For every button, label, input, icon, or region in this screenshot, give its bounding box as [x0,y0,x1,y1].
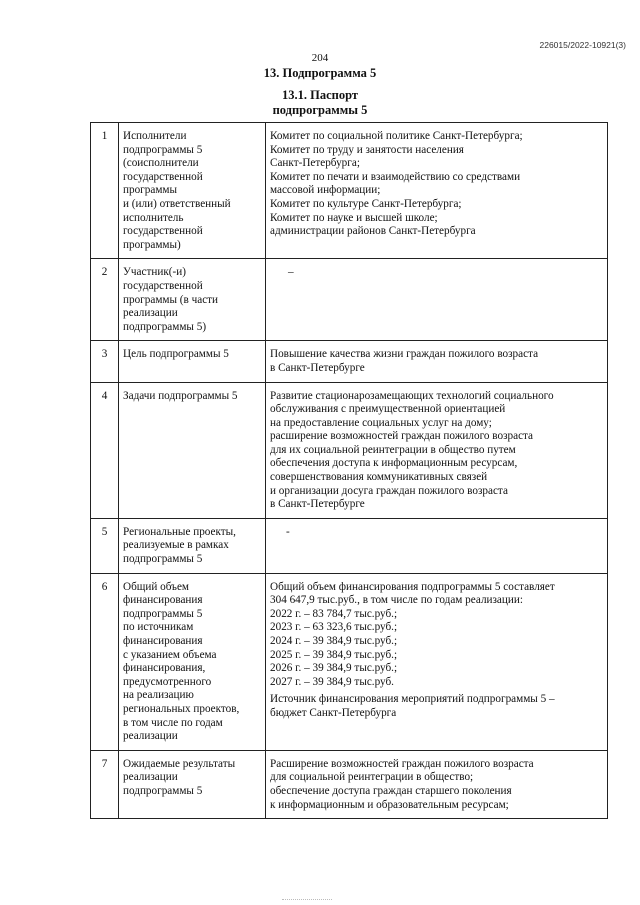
row-value [266,341,608,382]
value-line: 2026 г. – 39 384,9 тыс.руб.; [270,662,398,675]
value-line: в Санкт-Петербурге [270,498,365,511]
label-line: по источникам [123,621,194,634]
value-line: 2027 г. – 39 384,9 тыс.руб. [270,675,394,688]
value-line: в Санкт-Петербурге [270,361,365,374]
value-line: массовой информации; [270,184,381,197]
value-line: Комитет по социальной политике Санкт-Петербурга; [270,130,523,142]
page-number: 204 [311,52,329,64]
value-line: на предоставление социальных услуг на дому; [270,416,492,429]
row-label [119,123,266,259]
label-line: реализуемые в рамках [123,539,229,552]
row-value [266,573,608,750]
row-label [119,382,266,518]
page-bottom-mark [282,899,332,903]
label-line: исполнитель [123,211,184,224]
label-line: реализации [123,771,178,784]
empty-dash: - [286,525,290,538]
row-label [119,259,266,341]
row-number: 5 [91,518,119,573]
passport-title-line: 13.1. Паспорт [281,88,359,102]
table-row [91,341,608,382]
value-line: Санкт-Петербурга; [270,157,360,170]
label-line: Задачи подпрограммы 5 [123,389,238,402]
passport-table [90,122,608,819]
row-label [119,518,266,573]
row-value [266,750,608,818]
value-line: 2025 г. – 39 384,9 тыс.руб.; [270,648,398,661]
label-line: и (или) ответственный [123,197,231,210]
value-line: 2022 г. – 83 784,7 тыс.руб.; [270,607,398,620]
section-title: 13. Подпрограмма 5 [263,66,377,80]
value-line: 2023 г. – 63 323,6 тыс.руб.; [270,621,398,634]
label-line: на реализацию [123,689,194,702]
label-line: подпрограммы 5 [123,143,203,156]
label-line: государственной [123,279,203,292]
label-line: в том числе по годам [123,716,223,729]
value-line: Развитие стационарозамещающих технологий социального [270,389,554,402]
label-line: государственной [123,225,203,238]
row-number: 7 [91,750,119,818]
label-line: реализации [123,307,178,320]
value-line: к информационным и образовательным ресурсам; [270,798,509,811]
label-line: подпрограммы 5) [123,320,207,333]
label-line: реализации [123,730,178,743]
table-row [91,382,608,518]
label-line: программы [123,184,177,197]
table-row [91,518,608,573]
label-line: Общий объем [123,580,189,593]
label-line: с указанием объема [123,648,217,661]
label-line: подпрограммы 5 [123,784,203,797]
label-line: предусмотренного [123,675,212,688]
label-line: финансирования [123,635,203,647]
passport-title [0,88,640,118]
table-row [91,573,608,750]
row-value [266,259,608,341]
label-line: программы) [123,238,181,251]
empty-dash: – [288,266,294,279]
value-line: и организации досуга граждан пожилого возраста [270,484,508,497]
value-line: 2024 г. – 39 384,9 тыс.руб.; [270,635,398,647]
value-line: бюджет Санкт-Петербурга [270,706,397,719]
label-line: финансирования [123,594,203,607]
row-label [119,341,266,382]
row-label [119,573,266,750]
value-line: для их социальной реинтеграции в общество путем [270,443,516,456]
value-line: для социальной реинтеграции в общество; [270,771,474,784]
value-line: Комитет по науке и высшей школе; [270,211,438,224]
row-number: 3 [91,341,119,382]
value-line: 304 647,9 тыс.руб., в том числе по годам реализации: [270,594,523,607]
row-number: 2 [91,259,119,341]
value-line: расширение возможностей граждан пожилого возраста [270,430,534,443]
row-number: 1 [91,123,119,259]
value-line: обеспечение доступа граждан старшего поколения [270,784,512,797]
label-line: программы (в части [123,293,219,306]
label-line: государственной [123,170,203,183]
table-row [91,259,608,341]
label-line: Цель подпрограммы 5 [123,348,229,361]
row-value [266,518,608,573]
value-line: обеспечения доступа к информационным ресурсам, [270,457,518,470]
label-line: подпрограммы 5 [123,553,203,566]
value-line: Комитет по культуре Санкт-Петербурга; [270,197,462,210]
label-line: региональных проектов, [123,702,240,715]
row-value [266,382,608,518]
label-line: подпрограммы 5 [123,607,203,620]
row-number: 6 [91,573,119,750]
value-line: Общий объем финансирования подпрограммы 5 составляет [270,580,555,593]
table-row [91,123,608,259]
value-line: обслуживания с преимущественной ориентацией [270,403,506,416]
row-label [119,750,266,818]
value-line: администрации районов Санкт-Петербурга [270,225,476,238]
label-line: Участник(-и) [123,266,186,279]
table-row [91,750,608,818]
row-value [266,123,608,259]
value-line: Комитет по труду и занятости населения [270,143,464,156]
value-line: Повышение качества жизни граждан пожилого возраста [270,348,539,361]
document-id: 226015/2022-10921(3) [539,40,626,50]
value-line: Расширение возможностей граждан пожилого возраста [270,757,534,770]
passport-subtitle-line: подпрограммы 5 [272,103,368,117]
label-line: Ожидаемые результаты [123,757,236,770]
row-number: 4 [91,382,119,518]
label-line: (соисполнители [123,157,199,170]
value-line: Комитет по печати и взаимодействию со средствами [270,170,521,183]
value-line: совершенствования коммуникативных связей [270,471,488,484]
label-line: Региональные проекты, [123,525,236,538]
value-line: Источник финансирования мероприятий подпрограммы 5 – [270,693,555,706]
label-line: Исполнители [123,130,187,142]
label-line: финансирования, [123,662,206,675]
